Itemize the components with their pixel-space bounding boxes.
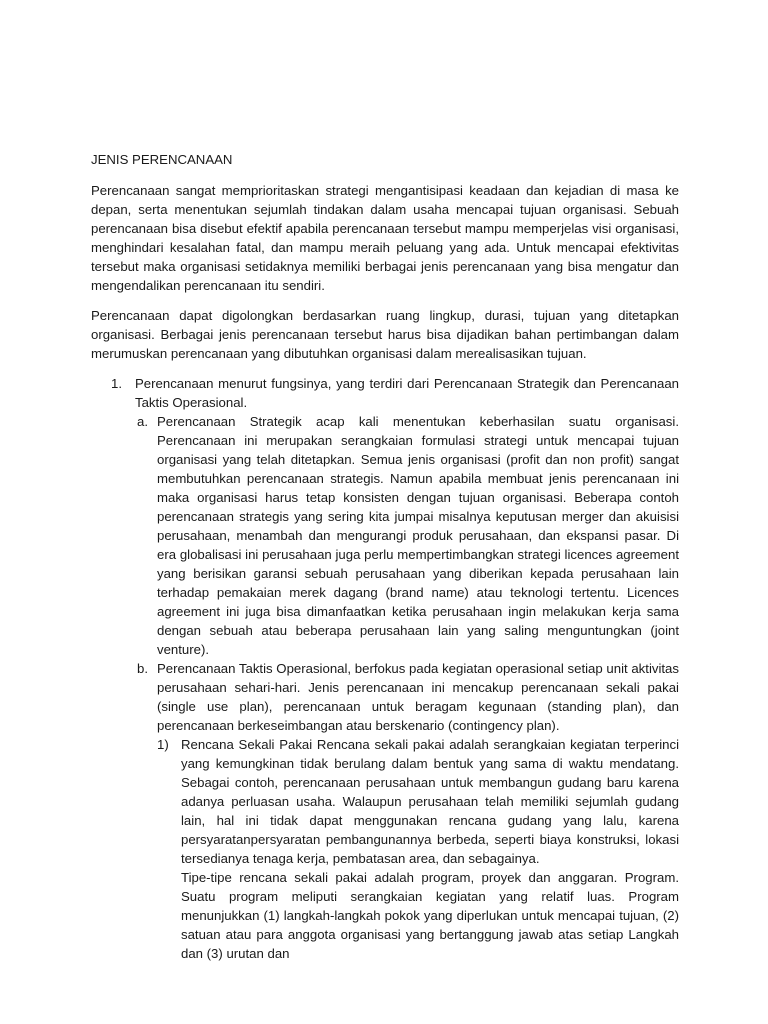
list-marker-1: 1. — [111, 376, 122, 391]
list-item-1a-text: Perencanaan Strategik acap kali menentukan keberhasilan suatu organisasi. Perencanaan ini merupakan serangkaian formulasi strategi untuk mencapai tujuan organisasi yang telah ditetapkan. Semua jenis organisasi (profit dan non profit) sangat membutuhkan perencanaan strategis. Namun apabila membuat jenis perencanaan ini maka organisasi harus tetap konsisten dengan tujuan organisasi. Beberapa contoh perencanaan strategis yang sering kita jumpai misalnya keputusan merger dan akuisisi perusahaan, menambah dan mengurangi produk perusahaan, dan ekspansi pasar. Di era globalisasi ini perusahaan juga perlu mempertimbangkan strategi licences agreement yang berisikan garansi sebuah perusahaan yang diberikan kepada perusahaan lain terhadap pemakaian merek dagang (brand name) atau teknologi tertentu. Licences agreement ini juga bisa dimanfaatkan ketika perusahaan ingin melakukan kerja sama dengan sebuah atau beberapa perusahaan lain yang saling menguntungkan (joint venture). — [157, 414, 679, 657]
list-item-1b — [137, 659, 679, 963]
list-item-1a — [137, 412, 679, 659]
list-marker-1-paren: 1) — [157, 737, 169, 752]
list-item-1b-1-continuation: Tipe-tipe rencana sekali pakai adalah program, proyek dan anggaran. Program. Suatu program meliputi serangkaian kegiatan yang relatif luas. Program menunjukkan (1) langkah-langkah pokok yang diperlukan untuk mencapai tujuan, (2) satuan atau para anggota organisasi yang bertanggung jawab atas setiap Langkah dan (3) urutan dan — [181, 870, 679, 961]
list-marker-a: a. — [137, 414, 148, 429]
paragraph-classification: Perencanaan dapat digolongkan berdasarkan ruang lingkup, durasi, tujuan yang ditetapkan organisasi. Berbagai jenis perencanaan tersebut harus bisa dijadikan bahan pertimbangan dalam merumuskan perencanaan yang dibutuhkan organisasi dalam merealisasikan tujuan. — [91, 308, 679, 361]
paragraph-intro: Perencanaan sangat memprioritaskan strategi mengantisipasi keadaan dan kejadian di masa ke depan, serta menentukan sejumlah tindakan dalam usaha mencapai tujuan organisasi. Sebuah perencanaan bisa disebut efektif apabila perencanaan tersebut mampu memperjelas visi organisasi, menghindari kesalahan fatal, dan mampu meraih peluang yang ada. Untuk mencapai efektivitas tersebut maka organisasi setidaknya memiliki berbagai jenis perencanaan yang bisa mengatur dan mengendalikan perencanaan itu sendiri. — [91, 183, 679, 293]
list-item-1b-text: Perencanaan Taktis Operasional, berfokus pada kegiatan operasional setiap unit aktivitas perusahaan sehari-hari. Jenis perencanaan ini mencakup perencanaan sekali pakai (single use plan), perencanaan untuk beragam kegunaan (standing plan), dan perencanaan berkeseimbangan atau berskenario (contingency plan). — [157, 661, 679, 733]
list-item-1b-1 — [157, 735, 679, 963]
list-item-1-text: Perencanaan menurut fungsinya, yang terdiri dari Perencanaan Strategik dan Perencanaan Taktis Operasional. — [135, 376, 679, 410]
list-item-1b-1-text: Rencana Sekali Pakai Rencana sekali pakai adalah serangkaian kegiatan terperinci yang kemungkinan tidak berulang dalam bentuk yang sama di waktu mendatang. Sebagai contoh, perencanaan perusahaan untuk membangun gudang baru karena adanya perluasan usaha. Walaupun perusahaan telah memiliki sejumlah gudang lain, hal ini tidak dapat menggunakan rencana gudang yang lalu, karena persyaratanpersyaratan pembangunannya berbeda, seperti biaya konstruksi, lokasi tersedianya tenaga kerja, pembatasan area, dan sebagainya. — [181, 737, 679, 866]
document-body — [91, 150, 679, 963]
document-title: JENIS PERENCANAAN — [91, 152, 233, 167]
list-item-1 — [111, 374, 679, 963]
list-marker-b: b. — [137, 661, 148, 676]
